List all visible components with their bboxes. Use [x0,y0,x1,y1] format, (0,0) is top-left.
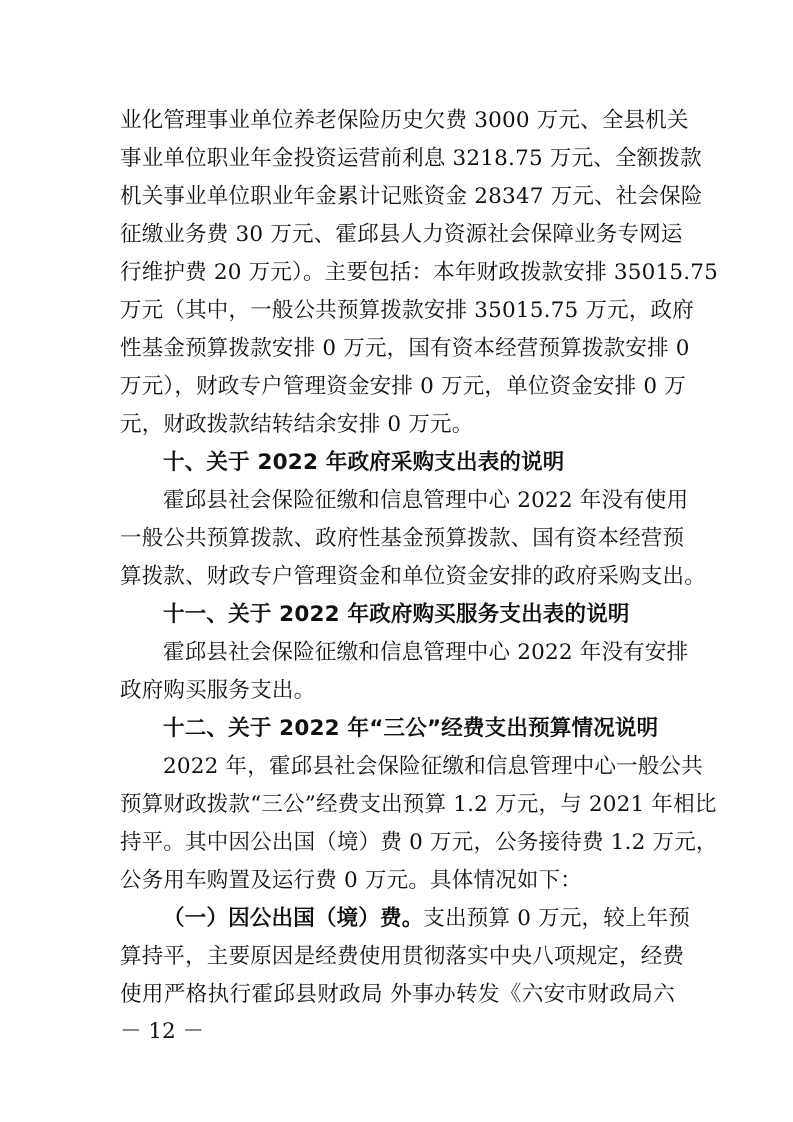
body-line: 2022 年，霍邱县社会保险征缴和信息管理中心一般公共 [163,754,703,779]
section-heading-11: 十一、关于 2022 年政府购买服务支出表的说明 [163,602,630,627]
body-line: 使用严格执行霍邱县财政局 外事办转发《六安市财政局六 [120,982,675,1007]
section-heading-12: 十二、关于 2022 年“三公”经费支出预算情况说明 [163,716,659,741]
body-line: 算拨款、财政专户管理资金和单位资金安排的政府采购支出。 [120,564,706,589]
body-line: 算持平，主要原因是经费使用贯彻落实中央八项规定，经费 [120,944,685,969]
body-line: 霍邱县社会保险征缴和信息管理中心 2022 年没有使用 [163,488,689,513]
body-line: 行维护费 20 万元）。主要包括：本年财政拨款安排 35015.75 [120,260,718,285]
body-line: 一般公共预算拨款、政府性基金预算拨款、国有资本经营预 [120,526,685,551]
body-line: 性基金预算拨款安排 0 万元，国有资本经营预算拨款安排 0 [120,336,690,361]
body-line: 机关事业单位职业年金累计记账资金 28347 万元、社会保险 [120,184,703,209]
page-number: － 12 － [120,1019,205,1044]
body-line: 霍邱县社会保险征缴和信息管理中心 2022 年没有安排 [163,640,689,665]
body-line: 政府购买服务支出。 [120,678,316,703]
subsection-line [163,904,691,934]
body-line: 持平。其中因公出国（境）费 0 万元，公务接待费 1.2 万元， [120,830,718,855]
body-line: 预算财政拨款“三公”经费支出预算 1.2 万元，与 2021 年相比 [120,792,717,817]
body-line: 万元（其中，一般公共预算拨款安排 35015.75 万元，政府 [120,298,694,323]
body-line: 公务用车购置及运行费 0 万元。具体情况如下： [120,868,582,893]
body-line: 元，财政拨款结转结余安排 0 万元。 [120,412,474,437]
body-line: 万元），财政专户管理资金安排 0 万元，单位资金安排 0 万 [120,374,686,399]
subsection-text: 支出预算 0 万元，较上年预 [423,906,691,931]
body-line: 业化管理事业单位养老保险历史欠费 3000 万元、全县机关 [120,108,689,133]
section-heading-10: 十、关于 2022 年政府采购支出表的说明 [163,450,565,475]
body-line: 征缴业务费 30 万元、霍邱县人力资源社会保障业务专网运 [120,222,683,247]
body-line: 事业单位职业年金投资运营前利息 3218.75 万元、全额拨款 [120,146,702,171]
subsection-title: （一）因公出国（境）费。 [163,906,424,931]
